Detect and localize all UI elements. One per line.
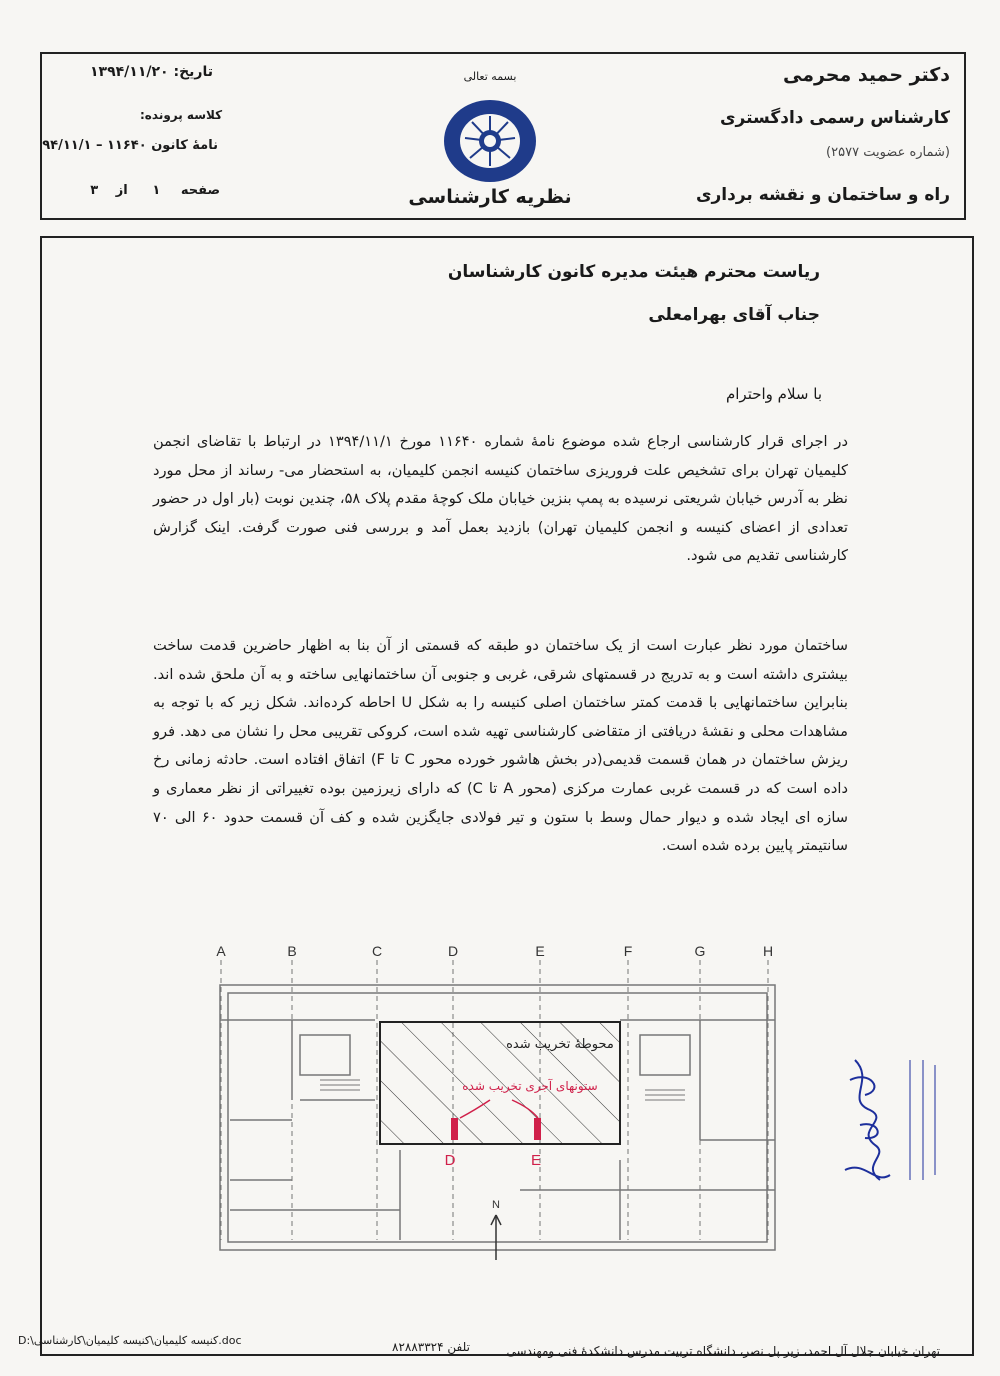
phone-value: ۸۲۸۸۳۳۲۴ (392, 1340, 444, 1354)
column-e-mark (534, 1118, 541, 1140)
date-label: تاریخ: (173, 64, 213, 80)
letter-value: ۱۱۶۴۰ – ۹۴/۱۱/۱ (42, 138, 147, 153)
document-title: نظریه کارشناسی (408, 186, 572, 208)
date-value: ۱۳۹۴/۱۱/۲۰ (90, 64, 169, 80)
case-class-label: کلاسه پرونده: (140, 108, 223, 122)
file-path: D:\کنیسه کلیمیان\کنیسه کلیمیان\کارشناسی.doc (18, 1334, 242, 1347)
page-total: ۳ (90, 183, 99, 198)
bismillah: بسمه تعالی (463, 70, 517, 83)
addressee-line-1: ریاست محترم هیئت مدیره کانون کارشناسان (447, 262, 820, 282)
axis-label-b: B (287, 943, 297, 959)
expert-name: دکتر حمید محرمی (782, 64, 950, 86)
axis-label-f: F (623, 943, 633, 959)
axis-label-h: H (762, 943, 774, 959)
footer-address: تهران خیابان جلال آل احمد، زیر پل نصر، دانشگاه تربیت مدرس دانشکدهٔ فنی ومهندسی (506, 1344, 940, 1358)
signature-stamp (835, 1050, 950, 1190)
greeting: با سلام واحترام (725, 385, 822, 403)
north-label: N (492, 1199, 500, 1211)
column-d-label: D (444, 1152, 456, 1169)
axis-label-e: E (535, 943, 545, 959)
letter-reference (40, 138, 218, 153)
letter-label: نامهٔ کانون (151, 138, 218, 153)
date-line (90, 64, 213, 80)
north-arrow-icon (491, 1215, 501, 1260)
column-d-mark (451, 1118, 458, 1140)
paragraph-2: ساختمان مورد نظر عبارت است از یک ساختمان دو طبقه که قسمتی از آن بنا به اظهار حاضرین قدمت ساخت بیشتری داشته است و به تدریج در قسمتهای شرقی، غربی و جنوبی آن ساختمانهایی ساخته و به آن ملحق شده اند. بنابراین ساختمانهایی با قدمت کمتر ساختمان اصلی کنیسه را به شکل U احاطه کرده‌اند. شکل زیر که با توجه به مشاهدات محلی و نقشهٔ دریافتی از متقاضی کارشناسی تهیه شده است، کروکی تقریبی محل را نشان می دهد. فرو ریزش ساختمان در همان قسمت قدیمی(در بخش هاشور خورده محور C تا F) اتفاق افتاده است. حادثه زمانی رخ داده است که در قسمت غربی عمارت مرکزی (محور A تا C) که دارای زیرزمین بوده تغییراتی از نظر معماری و سازه ای ایجاد شده و دیوار حمال وسط با ستون و تیر فولادی جایگزین شده و کف آن قسمت حدود ۶۰ الی ۷۰ سانتیمتر پایین برده شده است. (153, 637, 848, 855)
column-e-label: E (530, 1152, 542, 1169)
page-label: صفحه (180, 183, 220, 198)
axis-label-c: C (371, 943, 383, 959)
page-indicator (60, 183, 220, 198)
axis-label-d: D (447, 943, 459, 959)
sun-emblem-logo-icon (442, 98, 538, 184)
paragraph-1: در اجرای قرار کارشناسی ارجاع شده موضوع نامهٔ شماره ۱۱۶۴۰ مورخ ۱۳۹۴/۱۱/۱ در ارتباط با تقاضای انجمن کلیمیان تهران برای تشخیص علت فروریزی ساختمان کنیسه انجمن کلیمیان، به استحضار می- رساند از محل مورد نظر به آدرس خیابان شریعتی نرسیده به پمپ بنزین خیابان ملک کوچهٔ مقدم پلاک ۵۸، چندین نوبت (بار اول در حضور تعدادی از اعضای کنیسه و انجمن کلیمیان تهران) بازدید بعمل آمد و بررسی فنی صورت گرفت. اینک گزارش کارشناسی تقدیم می شود. (153, 433, 848, 565)
addressee-line-2: جناب آقای بهرامعلی (648, 305, 820, 325)
membership-number: (شماره عضویت ۲۵۷۷) (826, 145, 950, 160)
expert-field: راه و ساختمان و نقشه برداری (695, 185, 950, 205)
page-number: ۱ (152, 183, 161, 198)
expert-title: کارشناس رسمی دادگستری (719, 108, 950, 128)
axis-label-a: A (216, 943, 226, 959)
brick-columns-label: ستونهای آجری تخریب شده (462, 1079, 598, 1093)
page-of: از (115, 183, 128, 198)
collapsed-zone-label: محوطهٔ تخریب شده (506, 1037, 614, 1052)
site-sketch-plan (200, 940, 790, 1270)
axis-label-g: G (694, 943, 706, 959)
footer-phone (392, 1340, 470, 1354)
phone-label: تلفن (447, 1340, 470, 1354)
